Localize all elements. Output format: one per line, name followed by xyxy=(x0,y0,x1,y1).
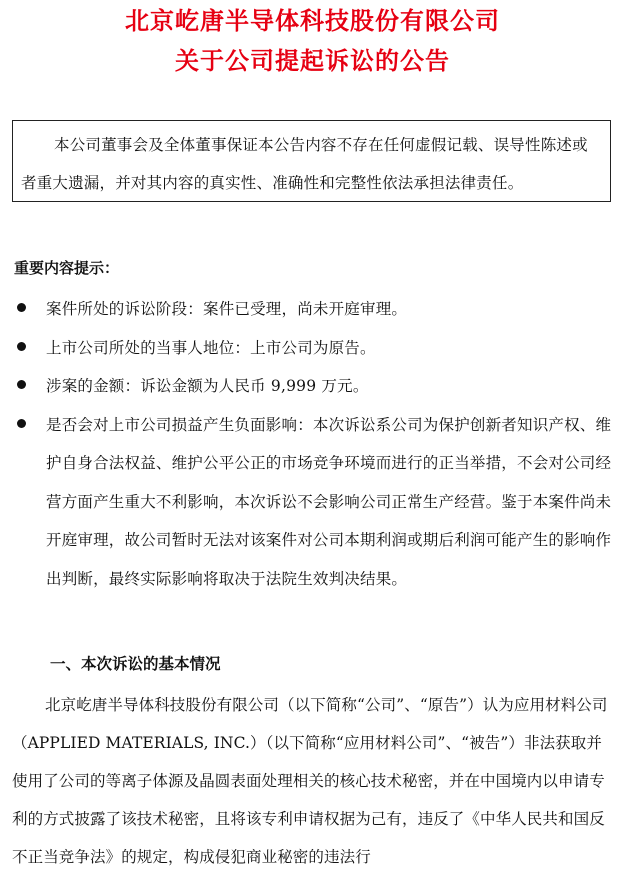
key-points-heading: 重要内容提示： xyxy=(14,259,120,277)
key-point-text: 涉案的金额：诉讼金额为人民币 9,999 万元。 xyxy=(46,377,369,395)
bullet-icon xyxy=(17,419,26,428)
key-point-text: 案件所处的诉讼阶段：案件已受理，尚未开庭审理。 xyxy=(46,300,408,318)
bullet-icon xyxy=(17,303,26,312)
company-title: 北京屹唐半导体科技股份有限公司 xyxy=(125,7,500,35)
key-point-text: 上市公司所处的当事人地位：上市公司为原告。 xyxy=(46,338,376,357)
announcement-title: 关于公司提起诉讼的公告 xyxy=(175,47,450,75)
key-point-item xyxy=(0,290,625,329)
bullet-icon xyxy=(17,342,26,351)
disclaimer-box: 本公司董事会及全体董事保证本公告内容不存在任何虚假记载、误导性陈述或者重大遗漏，并对其内容的真实性、准确性和完整性依法承担法律责任。 xyxy=(12,120,611,202)
section-paragraph: 北京屹唐半导体科技股份有限公司（以下简称“公司”、“原告”）认为应用材料公司（APPLIED MATERIALS, INC.）（以下简称“应用材料公司”、“被告”）非法获取并使用了公司的等离子体源及晶圆表面处理相关的核心技术秘密，并在中国境内以申请专利的方式披露了该技术秘密，且将该专利申请权据为己有，违反了《中华人民共和国反不正当竞争法》的规定，构成侵犯商业秘密的违法行 xyxy=(12,696,608,866)
bullet-icon xyxy=(17,380,26,389)
key-point-item xyxy=(0,367,625,406)
key-point-text: 是否会对上市公司损益产生负面影响：本次诉讼系公司为保护创新者知识产权、维护自身合法权益、维护公平公正的市场竞争环境而进行的正当举措，不会对公司经营方面产生重大不利影响，本次诉讼不会影响公司正常生产经营。鉴于本案件尚未开庭审理，故公司暂时无法对该案件对公司本期利润或期后利润可能产生的影响作出判断，最终实际影响将取决于法院生效判决结果。 xyxy=(46,415,612,588)
section-title: 一、本次诉讼的基本情况 xyxy=(50,655,221,673)
key-point-item xyxy=(0,406,625,599)
key-point-item xyxy=(0,329,625,368)
key-points-list xyxy=(0,290,625,598)
